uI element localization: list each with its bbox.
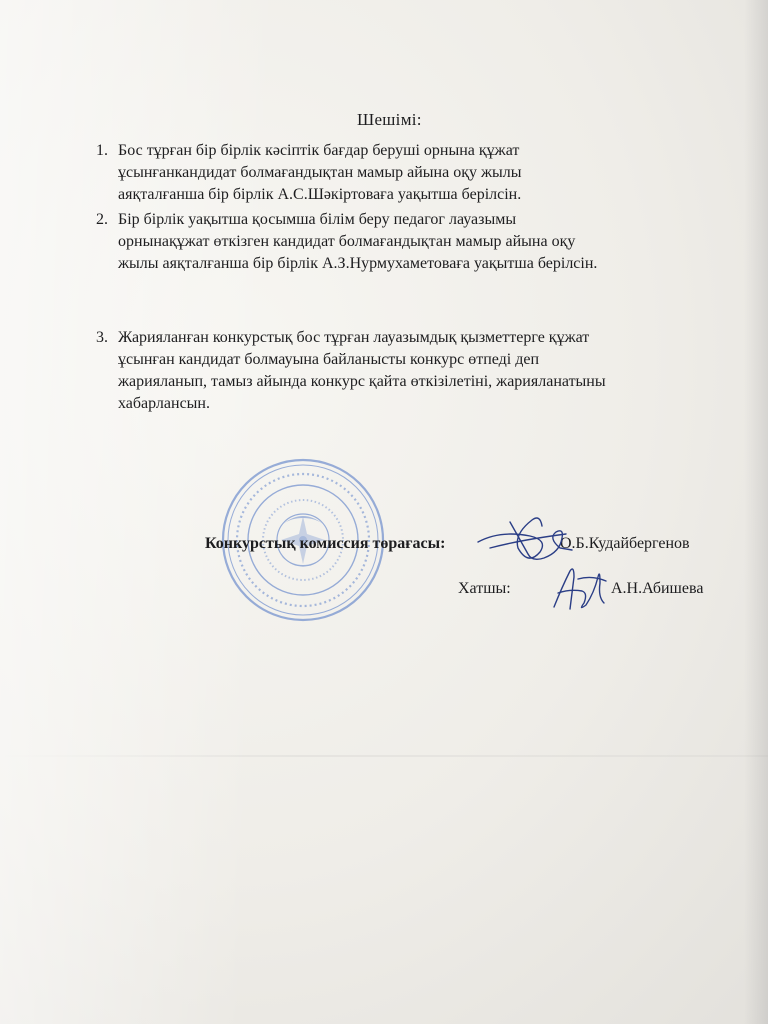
item-line: ұсынған кандидат болмауына байланысты конкурс өтпеді деп xyxy=(118,351,540,368)
item-line: Жарияланған конкурстық бос тұрған лауазымдық қызметтерге құжат xyxy=(118,329,590,346)
decision-item-1 xyxy=(96,140,748,206)
chair-signature-icon xyxy=(470,508,580,570)
item-number: 2. xyxy=(96,211,108,228)
item-line: Бір бірлік уақытша қосымша білім беру педагог лауазымы xyxy=(118,211,517,228)
decision-item-2 xyxy=(96,209,748,275)
item-line: жылы аяқталғанша бір бірлік А.З.Нурмухаметоваға уақытша берілсін. xyxy=(118,255,598,272)
paper-crease xyxy=(0,755,768,757)
item-line: хабарлансын. xyxy=(118,395,210,412)
secretary-signature-icon xyxy=(548,563,612,615)
item-line: ұсынғанкандидат болмағандықтан мамыр айына оқу жылы xyxy=(118,164,522,181)
decision-item-3 xyxy=(96,327,748,415)
chair-name: О.Б.Кудайбергенов xyxy=(560,535,690,552)
item-number: 3. xyxy=(96,329,108,346)
item-number: 1. xyxy=(96,142,108,159)
item-line: Бос тұрған бір бірлік кәсіптік бағдар беруші орнына құжат xyxy=(118,142,520,159)
secretary-name: А.Н.Абишева xyxy=(611,580,704,597)
chair-label: Конкурстық комиссия төрағасы: xyxy=(205,535,446,552)
item-line: аяқталғанша бір бірлік А.С.Шәкіртоваға уақытша берілсін. xyxy=(118,186,522,203)
item-line: жарияланып, тамыз айында конкурс қайта өткізілетіні, жарияланатыны xyxy=(118,373,606,390)
item-line: орнынақұжат өткізген кандидат болмағандықтан мамыр айына оқу xyxy=(118,233,576,250)
secretary-label: Хатшы: xyxy=(458,580,511,597)
decision-heading: Шешімі: xyxy=(357,110,422,129)
